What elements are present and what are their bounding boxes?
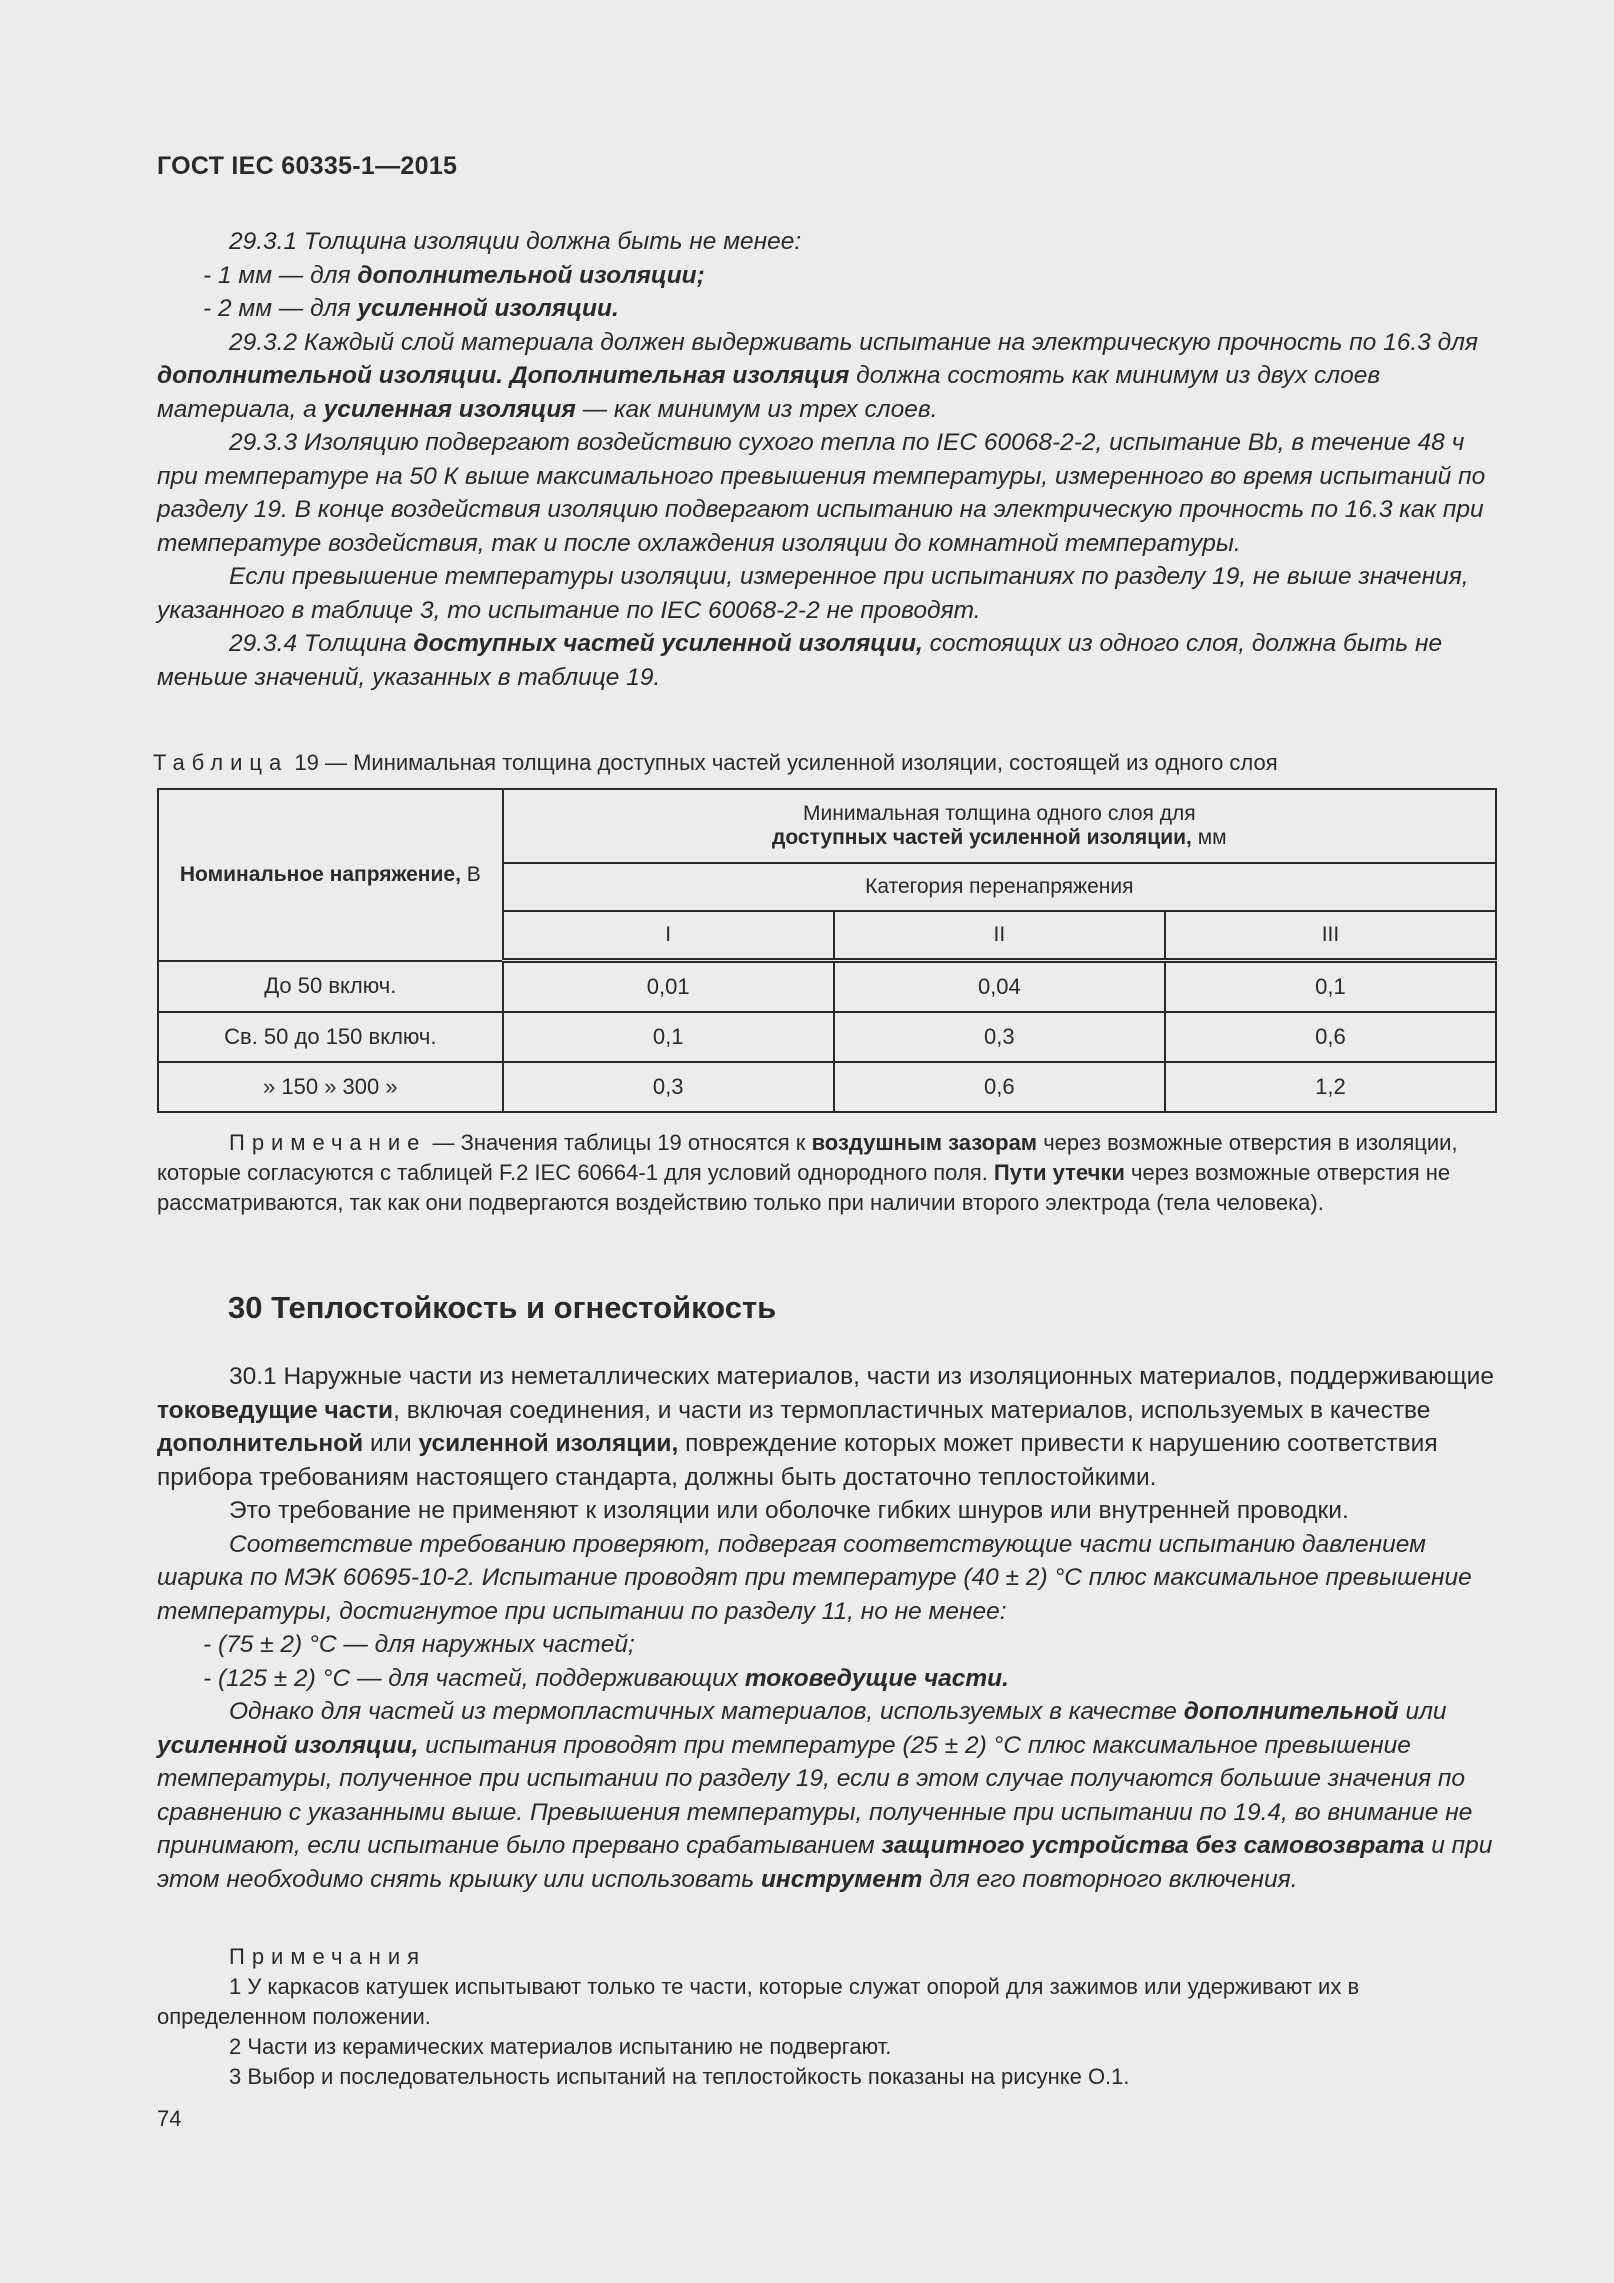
para-30-1: 30.1 Наружные части из неметаллических материалов, части из изоляционных материалов, поддерживающие токоведущие части, включая соединения, и части из термопластичных материалов, используемых в качестве дополнительной или усиленной изоляции, повреждение которых может привести к нарушению соответствия прибора требованиям настоящего стандарта, должны быть достаточно теплостойкими. <box>157 1363 1494 1491</box>
table-row <box>158 961 1496 1013</box>
head-category: Категория перенапряжения <box>503 863 1496 911</box>
head-voltage: Номинальное напряжение, В <box>158 789 503 961</box>
cell-voltage: До 50 включ. <box>158 961 503 1013</box>
cell-voltage: Св. 50 до 150 включ. <box>158 1012 503 1062</box>
para-30-1-test: Соответствие требованию проверяют, подвергая соответствующие части испытанию давлением шарика по МЭК 60695-10-2. Испытание проводят при температуре (40 ± 2) °С плюс максимальное превышение температуры, достигнутое при испытании по разделу 11, но не менее: <box>157 1530 1472 1625</box>
para-30-1-scope: Это требование не применяют к изоляции или оболочке гибких шнуров или внутренней проводки. <box>229 1497 1349 1524</box>
head-category-iii: III <box>1165 911 1496 961</box>
para-29-3-1: 29.3.1 Толщина изоляции должна быть не менее: <box>229 228 802 255</box>
section-30-title: 30 Теплостойкость и огнестойкость <box>228 1290 777 1325</box>
table-row <box>158 1062 1496 1112</box>
table-19 <box>157 788 1497 1113</box>
head-min-thickness: Минимальная толщина одного слоя для доступных частей усиленной изоляции, мм <box>503 789 1496 863</box>
cell-value: 0,04 <box>834 961 1165 1013</box>
para-30-1-thermoplastic: Однако для частей из термопластичных материалов, используемых в качестве дополнительной или усиленной изоляции, испытания проводят при температуре (25 ± 2) °С плюс максимальное превышение температуры, полученное при испытании по разделу 19, если в этом случае получаются большие значения по сравнению с указанными выше. Превышения температуры, полученные при испытании по 19.4, во внимание не принимают, если испытание было прервано срабатыванием защитного устройства без самовозврата и при этом необходимо снять крышку или использовать инструмент для его повторного включения. <box>157 1698 1493 1893</box>
para-29-3-2: 29.3.2 Каждый слой материала должен выдерживать испытание на электрическую прочность по 16.3 для дополнительной изоляции. Дополнительная изоляция должна состоять как минимум из двух слоев материала, а усиленная изоляция — как минимум из трех слоев. <box>157 328 1479 423</box>
table-19-note: Примечание — Значения таблицы 19 относятся к воздушным зазорам через возможные отверстия в изоляции, которые согласуются с таблицей F.2 IEC 60664-1 для условий однородного поля. Пути утечки через возможные отверстия не рассматриваются, так как они подвергаются воздействию только при наличии второго электрода (тела человека). <box>157 1130 1458 1215</box>
note-item: 3 Выбор и последовательность испытаний на теплостойкость показаны на рисунке О.1. <box>229 2064 1130 2089</box>
page-number: 74 <box>157 2106 182 2131</box>
table-row <box>158 1012 1496 1062</box>
cell-voltage: » 150 » 300 » <box>158 1062 503 1112</box>
cell-value: 0,6 <box>834 1062 1165 1112</box>
para-29-3-3-cont: Если превышение температуры изоляции, измеренное при испытаниях по разделу 19, не выше значения, указанного в таблице 3, то испытание по IEC 60068-2-2 не проводят. <box>157 563 1469 624</box>
head-category-i: I <box>503 911 834 961</box>
para-29-3-3: 29.3.3 Изоляцию подвергают воздействию сухого тепла по IEC 60068-2-2, испытание Bb, в течение 48 ч при температуре на 50 К выше максимального превышения температуры, измеренного во время испытаний по разделу 19. В конце воздействия изоляцию подвергают испытанию на электрическую прочность по 16.3 как при температуре воздействия, так и после охлаждения изоляции до комнатной температуры. <box>157 429 1486 557</box>
note-item: 2 Части из керамических материалов испытанию не подвергают. <box>229 2034 892 2059</box>
list-item: - 1 мм — для дополнительной изоляции; <box>203 261 705 289</box>
notes-label: Примечания <box>229 1944 427 1969</box>
note-item: 1 У каркасов катушек испытывают только те части, которые служат опорой для зажимов или удерживают их в определенном положении. <box>157 1974 1360 2029</box>
list-item: - 2 мм — для усиленной изоляции. <box>203 295 619 322</box>
section-30-notes <box>157 1942 1497 2092</box>
para-29-3-4: 29.3.4 Толщина доступных частей усиленной изоляции, состоящих из одного слоя, должна быть не меньше значений, указанных в таблице 19. <box>157 630 1443 691</box>
table-caption: Таблица 19 — Минимальная толщина доступных частей усиленной изоляции, состоящей из одного слоя <box>153 750 1278 775</box>
document-header: ГОСТ IEC 60335-1—2015 <box>157 152 458 180</box>
list-item: - (125 ± 2) °С — для частей, поддерживающих токоведущие части. <box>203 1664 1009 1692</box>
section-30 <box>157 1360 1497 1896</box>
head-category-ii: II <box>834 911 1165 961</box>
cell-value: 0,1 <box>503 1012 834 1062</box>
cell-value: 0,3 <box>834 1012 1165 1062</box>
cell-value: 1,2 <box>1165 1062 1496 1112</box>
section-29-3 <box>157 225 1497 694</box>
cell-value: 0,3 <box>503 1062 834 1112</box>
cell-value: 0,6 <box>1165 1012 1496 1062</box>
cell-value: 0,1 <box>1165 961 1496 1013</box>
cell-value: 0,01 <box>503 961 834 1013</box>
list-item: - (75 ± 2) °С — для наружных частей; <box>203 1631 635 1658</box>
